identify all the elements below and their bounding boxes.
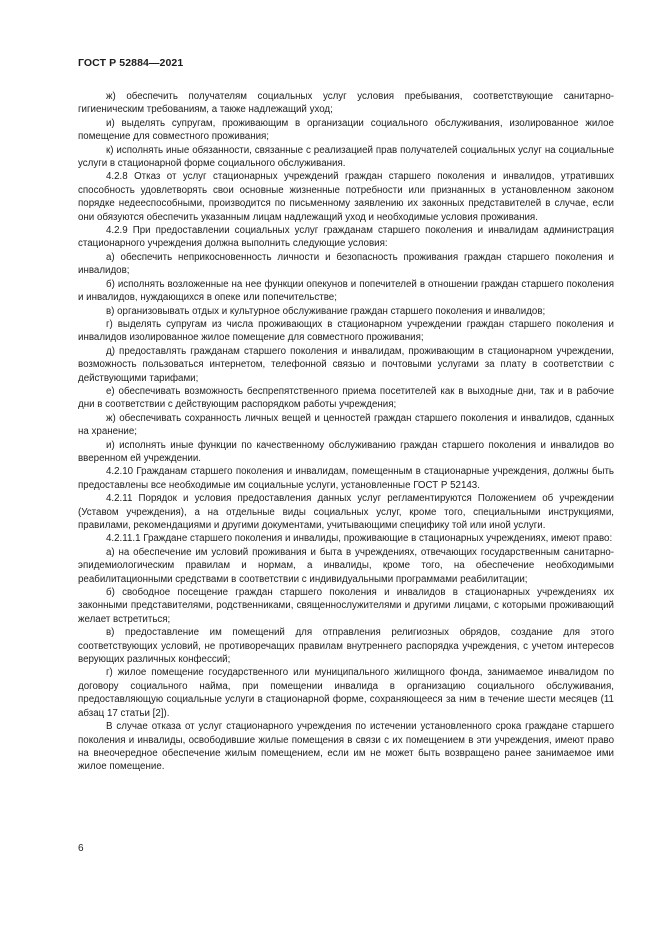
paragraph: 4.2.11.1 Граждане старшего поколения и инвалиды, проживающие в стационарных учреждениях, имеют право: [106,533,613,545]
paragraph: и) исполнять иные функции по качественному обслуживанию граждан старшего поколения и инвалидов во вверенном ей учреждении. [78,439,614,464]
paragraph: ж) обеспечить получателям социальных услуг условия пребывания, соответствующие санитарно-гигиеническим требованиям, а также надлежащий уход; [78,91,614,116]
paragraph: 4.2.10 Гражданам старшего поколения и инвалидам, помещенным в стационарные учреждения, должны быть предоставлены все необходимые им социальные услуги, установленные ГОСТ Р 52143. [78,466,614,491]
paragraph: а) на обеспечение им условий проживания и быта в учреждениях, отвечающих государственным санитарно-эпидемиологическим правилам и нормам, а инвалиды, кроме того, на обеспечение необходимыми реабилитационными средствами в соответствии с индивидуальными программами реабилитации; [78,546,614,585]
paragraph: 4.2.11 Порядок и условия предоставления данных услуг регламентируются Положением об учреждении (Уставом учреждения), а на отдельные виды социальных услуг, кроме того, специальными инструкциями, правилами, рекомендациями и другими документами, учитывающими специфику той или иной услуги. [78,493,614,531]
paragraph: в) организовывать отдых и культурное обслуживание граждан старшего поколения и инвалидов; [106,305,546,317]
paragraph: 4.2.8 Отказ от услуг стационарных учреждений граждан старшего поколения и инвалидов, утративших способность удовлетворять свои основные жизненные потребности или признанных в установленном законом порядке недееспособными, производится по письменному заявлению их законных представителей в случае, если они обязуются обеспечить указанным лицам надлежащий уход и необходимые условия проживания. [78,171,614,223]
paragraph: в) предоставление им помещений для отправления религиозных обрядов, создание для этого соответствующих условий, не противоречащих правилам внутреннего распорядка учреждения, с учетом интересов верующих различных конфессий; [78,627,614,666]
paragraph: г) выделять супругам из числа проживающих в стационарном учреждении граждан старшего поколения и инвалидов изолированное жилое помещение для совместного проживания; [78,318,614,344]
paragraph: а) обеспечить неприкосновенность личности и безопасность проживания граждан старшего поколения и инвалидов; [78,251,614,277]
paragraph: 4.2.9 При предоставлении социальных услуг гражданам старшего поколения и инвалидам администрация стационарного учреждения должна выполнить следующие условия: [78,225,614,250]
document-body [78,90,614,774]
paragraph: б) свободное посещение граждан старшего поколения и инвалидов в стационарных учреждениях их законными представителями, родственниками, священнослужителями и другими лицами, с которыми проживающий желает встретиться; [78,587,614,625]
paragraph: г) жилое помещение государственного или муниципального жилищного фонда, занимаемое инвалидом по договору социального найма, при помещении инвалида в организацию социального обслуживания, предоставляющую социальные услуги в стационарной форме, сохраняющееся за ним в течение шести месяцев (11 абзац 17 статьи [2]). [78,667,614,719]
paragraph: к) исполнять иные обязанности, связанные с реализацией прав получателей социальных услуг на социальные услуги в стационарной форме социального обслуживания. [78,144,614,170]
paragraph: д) предоставлять гражданам старшего поколения и инвалидам, проживающим в стационарном учреждении, возможность пользоваться интернетом, телефонной связью и почтовыми услугами за плату в соответствии с действующими тарифами; [78,345,614,384]
paragraph: В случае отказа от услуг стационарного учреждения по истечении установленного срока граждане старшего поколения и инвалиды, освободившие жилые помещения в связи с их помещением в эти учреждения, имеют право на внеочередное обеспечение жилым помещением, если им не может быть возвращено ранее занимаемое ими жилое помещение. [78,721,614,773]
paragraph: и) выделять супругам, проживающим в организации социального обслуживания, изолированное жилое помещение для совместного проживания; [78,117,614,143]
page-number: 6 [78,843,84,854]
paragraph: б) исполнять возложенные на нее функции опекунов и попечителей в отношении граждан старшего поколения и инвалидов, нуждающихся в опеке или попечительстве; [78,278,614,304]
paragraph: е) обеспечивать возможность беспрепятственного приема посетителей как в выходные дни, так и в рабочие дни в соответствии с действующим распорядком работы учреждения; [78,385,614,411]
document-header: ГОСТ Р 52884—2021 [78,57,184,69]
paragraph: ж) обеспечивать сохранность личных вещей и ценностей граждан старшего поколения и инвалидов, сданных на хранение; [78,412,614,438]
